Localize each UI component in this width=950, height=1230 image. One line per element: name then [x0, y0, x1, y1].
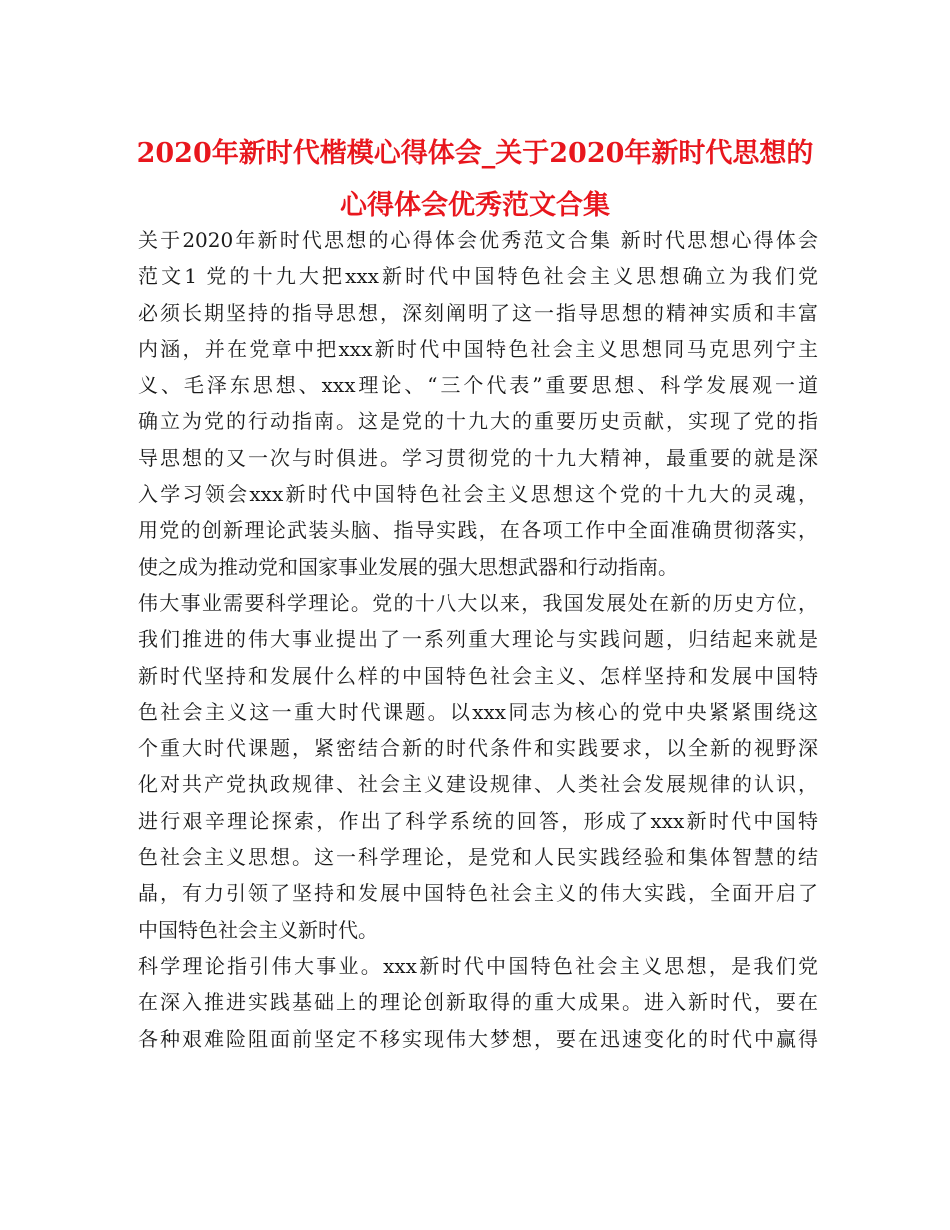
body-line: 义、毛泽东思想、xxx理论、“三个代表”重要思想、科学发展观一道	[138, 373, 818, 398]
document-title	[100, 128, 850, 232]
body-line: 必须长期坚持的指导思想，深刻阐明了这一指导思想的精神实质和丰富	[138, 300, 818, 325]
body-line: 晶，有力引领了坚持和发展中国特色社会主义的伟大实践，全面开启了	[138, 881, 818, 906]
body-line: 内涵，并在党章中把xxx新时代中国特色社会主义思想同马克思列宁主	[138, 336, 818, 361]
body-line: 在深入推进实践基础上的理论创新取得的重大成果。进入新时代，要在	[138, 990, 818, 1015]
body-line: 色社会主义这一重大时代课题。以xxx同志为核心的党中央紧紧围绕这	[138, 699, 818, 724]
body-line: 入学习领会xxx新时代中国特色社会主义思想这个党的十九大的灵魂，	[138, 482, 818, 507]
body-line: 进行艰辛理论探索，作出了科学系统的回答，形成了xxx新时代中国特	[138, 808, 818, 833]
body-line: 色社会主义思想。这一科学理论，是党和人民实践经验和集体智慧的结	[138, 845, 818, 870]
body-line: 伟大事业需要科学理论。党的十八大以来，我国发展处在新的历史方位，	[138, 590, 818, 615]
body-line: 化对共产党执政规律、社会主义建设规律、人类社会发展规律的认识，	[138, 772, 818, 797]
body-line: 个重大时代课题，紧密结合新的时代条件和实践要求，以全新的视野深	[138, 736, 818, 761]
body-line: 使之成为推动党和国家事业发展的强大思想武器和行动指南。	[138, 554, 678, 579]
body-line: 确立为党的行动指南。这是党的十九大的重要历史贡献，实现了党的指	[138, 409, 818, 434]
title-line-1: 2020年新时代楷模心得体会_关于2020年新时代思想的	[136, 138, 814, 169]
body-line: 中国特色社会主义新时代。	[138, 917, 378, 942]
body-line: 关于2020年新时代思想的心得体会优秀范文合集 新时代思想心得体会	[138, 228, 818, 252]
body-line: 用党的创新理论武装头脑、指导实践，在各项工作中全面准确贯彻落实，	[138, 518, 818, 543]
body-line: 各种艰难险阻面前坚定不移实现伟大梦想，要在迅速变化的时代中赢得	[138, 1026, 818, 1051]
document-body	[138, 222, 818, 1057]
body-line: 我们推进的伟大事业提出了一系列重大理论与实践问题，归结起来就是	[138, 627, 818, 652]
body-line: 导思想的又一次与时俱进。学习贯彻党的十九大精神，最重要的就是深	[138, 445, 818, 470]
body-line: 新时代坚持和发展什么样的中国特色社会主义、怎样坚持和发展中国特	[138, 663, 818, 688]
title-line-2: 心得体会优秀范文合集	[340, 190, 610, 221]
body-line: 科学理论指引伟大事业。xxx新时代中国特色社会主义思想，是我们党	[138, 953, 818, 978]
body-line: 范文1 党的十九大把xxx新时代中国特色社会主义思想确立为我们党	[138, 264, 818, 289]
